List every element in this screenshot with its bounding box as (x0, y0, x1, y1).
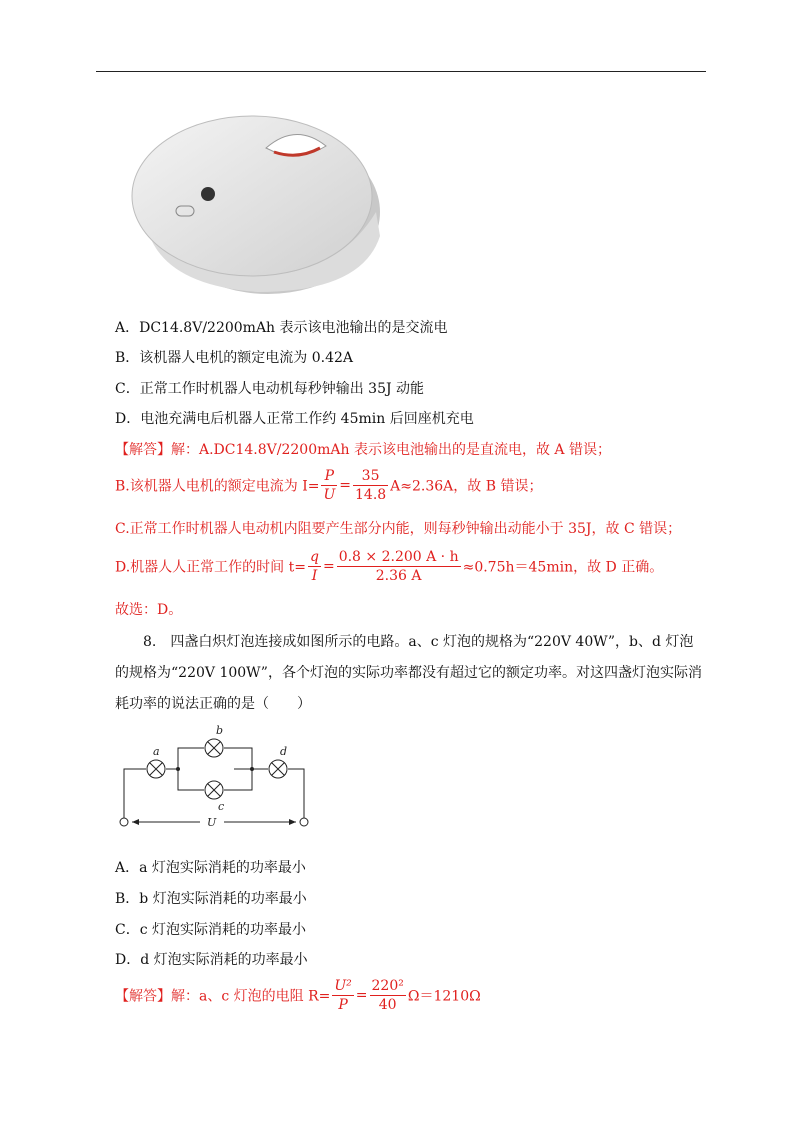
q7-option-d: D．电池充满电后机器人正常工作约 45min 后回座机充电 (115, 411, 474, 427)
fraction-q-over-i (308, 548, 321, 585)
fraction-denominator: I (311, 568, 318, 584)
q8-answer-prefix: 【解答】解：a、c 灯泡的电阻 R= (115, 988, 331, 1005)
voltage-arrowhead-left (132, 819, 139, 825)
left-wire (124, 769, 146, 818)
fraction-numerator: 0.8 × 2.200 A · h (338, 549, 459, 565)
fraction-u2-over-p (332, 977, 353, 1014)
fraction-p-over-u (321, 467, 337, 504)
q7-answer-line-4 (115, 548, 663, 585)
lamp-d (269, 760, 287, 778)
fraction-numerator: 220² (371, 978, 404, 994)
label-u: U (207, 816, 217, 829)
lamp-b (205, 739, 223, 757)
label-c: c (218, 800, 225, 813)
fraction-numerator: U² (334, 978, 352, 994)
fraction-charge-over-current (337, 548, 461, 585)
label-b: b (216, 724, 224, 737)
terminal-right (300, 818, 308, 826)
q7-answer-line-1: 【解答】解：A.DC14.8V/2200mAh 表示该电池输出的是直流电，故 A 错误； (115, 442, 611, 458)
q7-option-b: B．该机器人电机的额定电流为 0.42A (115, 350, 354, 366)
junction-right (250, 767, 254, 771)
q8-option-a: A．a 灯泡实际消耗的功率最小 (115, 860, 306, 876)
circuit-diagram (112, 722, 322, 830)
q8-option-b: B．b 灯泡实际消耗的功率最小 (115, 891, 307, 907)
q7-answer-line-2-prefix: B.该机器人电机的额定电流为 I= (115, 478, 320, 495)
fraction-denominator: 14.8 (355, 487, 387, 503)
power-button (201, 187, 215, 201)
q7-option-a: A．DC14.8V/2200mAh 表示该电池输出的是交流电 (115, 320, 448, 336)
q8-stem: 8. 四盏白炽灯泡连接成如图所示的电路。a、c 灯泡的规格为“220V 40W”，b、d 灯泡的规格为“220V 100W”，各个灯泡的实际功率都没有超过它的额定功率。对这四盏灯泡实际消耗功率的说法正确的是（ ） (115, 634, 702, 712)
q7-conclusion: 故选：D。 (115, 602, 183, 618)
equals-sign: = (355, 987, 368, 1004)
lamp-a (147, 760, 165, 778)
label-a: a (153, 745, 160, 758)
header-rule (96, 71, 706, 72)
label-d: d (280, 745, 288, 758)
fraction-denominator: 40 (378, 997, 397, 1013)
q7-answer-line-4-suffix: ≈0.75h＝45min，故 D 正确。 (462, 559, 664, 576)
q8-answer-suffix: Ω＝1210Ω (407, 988, 481, 1005)
voltage-arrowhead-right (289, 819, 296, 825)
equals-sign: = (322, 558, 335, 575)
q7-answer-line-2 (115, 467, 542, 504)
robot-top-lid (132, 116, 372, 276)
q8-option-d: D．d 灯泡实际消耗的功率最小 (115, 952, 308, 968)
fraction-denominator: 2.36 A (375, 568, 422, 584)
q7-answer-line-2-suffix: A≈2.36A，故 B 错误； (390, 478, 543, 495)
lamp-c (205, 781, 223, 799)
q7-option-c: C．正常工作时机器人电动机每秒钟输出 35J 动能 (115, 381, 425, 397)
q7-answer-line-3: C.正常工作时机器人电动机内阻要产生部分内能，则每秒钟输出动能小于 35J，故 C 错误； (115, 521, 682, 537)
q8-answer-line (115, 977, 481, 1014)
fraction-35-over-14-8 (353, 467, 388, 504)
q8-option-c: C．c 灯泡实际消耗的功率最小 (115, 922, 307, 938)
robot-vacuum-image (126, 108, 384, 300)
q7-answer-line-4-prefix: D.机器人人正常工作的时间 t= (115, 559, 306, 576)
fraction-numerator: P (321, 467, 337, 486)
fraction-denominator: P (338, 997, 348, 1013)
junction-left (176, 767, 180, 771)
fraction-denominator: U (323, 487, 336, 503)
fraction-numerator: q (309, 549, 319, 565)
fraction-220sq-over-40 (370, 977, 406, 1014)
terminal-left (120, 818, 128, 826)
equals-sign: = (339, 477, 351, 494)
fraction-numerator: 35 (353, 467, 388, 486)
